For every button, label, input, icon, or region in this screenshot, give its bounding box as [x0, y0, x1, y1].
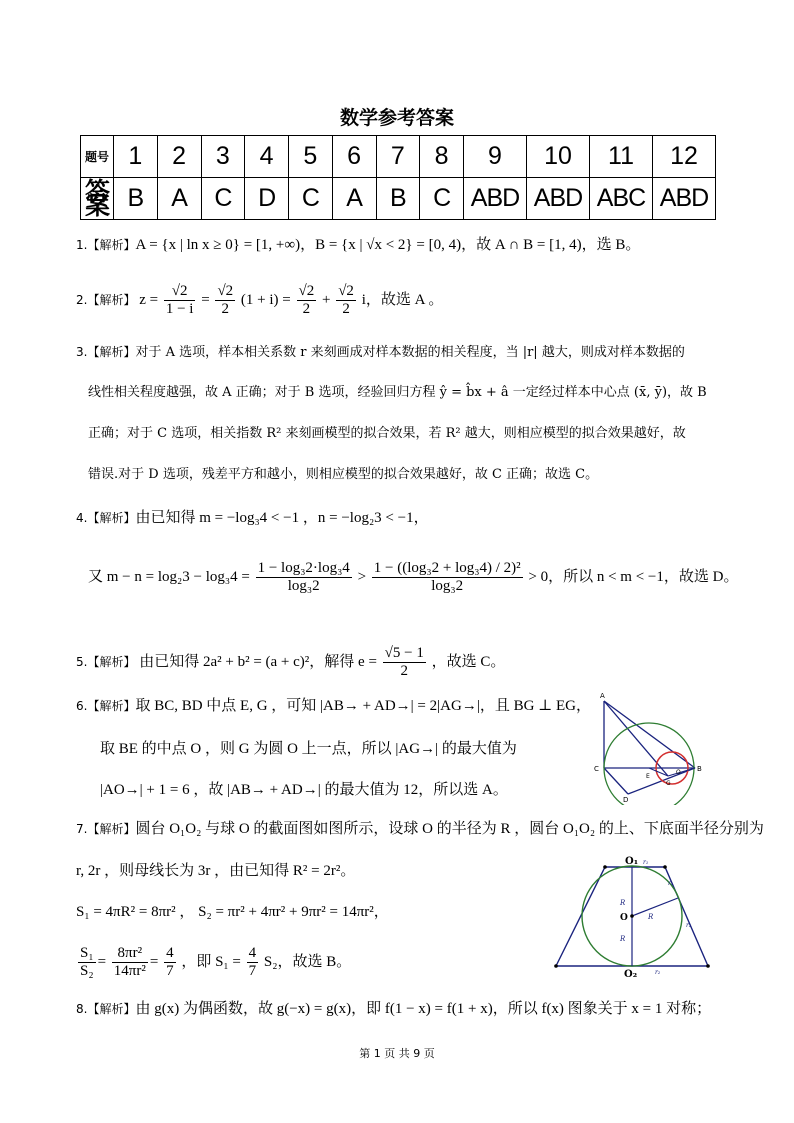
answer-cell: C: [201, 178, 245, 220]
answer-cell: D: [245, 178, 289, 220]
radius-label: r₁: [643, 859, 649, 866]
row-header-answer: 答案: [81, 178, 114, 220]
point-label: E: [646, 773, 650, 780]
radius-label: r₂: [655, 969, 661, 976]
number-cell: 9: [464, 136, 527, 178]
solution-text: A = {x | ln x ≥ 0} = [1, +∞)，B = {x | √x < 2} = [0, 4)，故 A ∩ B = [1, 4)，选 B。: [135, 237, 641, 253]
page-footer: 第 1 页 共 9 页: [359, 1047, 435, 1060]
solution-7-line: $\frac{\text{S₁}}{\text{S₂}}$ = $\frac{\text{8πr²}}{\text{14πr²}}$ = $\frac{4}{7}$ ，即 S₁ = $\frac{4}{7}$ S₂，故选 B。: [80, 945, 352, 979]
number-cell: 7: [376, 136, 420, 178]
solution-text: z =: [139, 291, 159, 308]
solution-3-line: 线性相关程度越强，故 A 正确；对于 B 选项，经验回归方程 ŷ = b̂x + â 一定经过样本中心点 (x̄, ȳ)，故 B: [88, 385, 707, 400]
number-cell: 3: [201, 136, 245, 178]
answer-cell: ABD: [653, 178, 716, 220]
answer-cell: ABC: [590, 178, 653, 220]
solution-4: [76, 509, 429, 528]
answer-table: [80, 135, 716, 220]
solution-6-line: 取 BE 的中点 O ，则 G 为圆 O 上一点，所以 |AG→| 的最大值为: [100, 741, 517, 757]
segment-cd: [604, 768, 628, 794]
fraction: $\frac{√2}{2}$: [217, 283, 234, 317]
point-label: G: [666, 780, 671, 787]
fraction: $\frac{\text{S₁}}{\text{S₂}}$: [80, 945, 94, 979]
row-header-number: 题号: [81, 136, 114, 178]
point-label: O: [676, 769, 681, 776]
radius-label: R: [620, 899, 626, 907]
figure-6-diagram: [590, 690, 710, 805]
number-cell: 5: [289, 136, 333, 178]
solution-1: [76, 236, 640, 255]
number-cell: 2: [157, 136, 201, 178]
answer-cell: ABD: [527, 178, 590, 220]
solution-text: 由已知得 m = −log₃4 < −1 ，n = −log₂3 < −1，: [135, 510, 429, 526]
solution-6: [76, 697, 591, 716]
solution-7: [76, 820, 764, 839]
answer-cell: C: [420, 178, 464, 220]
figure-7-diagram: [550, 852, 720, 980]
fraction: $\frac{4}{7}$: [248, 945, 257, 979]
solution-label: 6.【解析】: [76, 699, 136, 713]
answer-cell: A: [157, 178, 201, 220]
solution-5: 5.【解析】 由已知得 2a² + b² = (a + c)²，解得 e = $\frac{√5 - 1}{2}$ ，故选 C。: [76, 645, 506, 679]
answer-cell: B: [114, 178, 158, 220]
answer-cell: A: [332, 178, 376, 220]
number-cell: 11: [590, 136, 653, 178]
point-label: A: [600, 692, 605, 700]
radius-label: R: [648, 913, 654, 921]
number-cell: 6: [332, 136, 376, 178]
radius-r: [632, 898, 678, 916]
segment-ab: [604, 701, 695, 768]
answer-cell: B: [376, 178, 420, 220]
fraction: $\frac{4}{7}$: [166, 945, 174, 979]
solution-text: 取 BC, BD 中点 E, G ，可知 |AB→ + AD→| = 2|AG→|，且 BG ⊥ EG，: [135, 698, 592, 714]
answer-cell: ABD: [464, 178, 527, 220]
fraction: $\frac{√2}{2}$: [298, 283, 315, 317]
number-cell: 8: [420, 136, 464, 178]
number-cell: 12: [653, 136, 716, 178]
point-label: O₁: [625, 856, 639, 867]
solution-text: 圆台 O₁O₂ 与球 O 的截面图如图所示，设球 O 的半径为 R ，圆台 O₁O₂ 的上、下底面半径分别为: [135, 821, 764, 837]
fraction: $\frac{√2}{2}$: [338, 283, 354, 317]
solution-7-line: S₁ = 4πR² = 8πr² ， S₂ = πr² + 4πr² + 9πr² = 14πr²，: [76, 904, 389, 920]
solution-2: 2.【解析】 z = $\frac{√2}{1 - i}$ = $\frac{√2}{2}$ (1 + i) = $\frac{√2}{2}$ + $\frac{√2}{2}$ i，故选 A 。: [76, 283, 444, 317]
solution-8: [76, 1000, 711, 1019]
fraction: $\frac{√2}{1 - i}$: [165, 283, 194, 317]
page-title: 数学参考答案: [339, 107, 454, 129]
solution-label: 7.【解析】: [76, 822, 136, 836]
solution-label: 2.【解析】: [76, 292, 136, 307]
segment-gb: [668, 768, 695, 776]
fraction: $\frac{\text{1 − ((log₃2 + log₃4) / 2)²}}{\text{log₃2}}$: [373, 560, 521, 594]
vertex-dot: [663, 865, 667, 869]
circle-large: [604, 723, 694, 805]
point-label: O₂: [624, 969, 638, 980]
number-cell: 10: [527, 136, 590, 178]
solution-6-line: |AO→| + 1 = 6 ，故 |AB→ + AD→| 的最大值为 12，所以选 A。: [100, 782, 508, 798]
radius-label: r₂: [686, 922, 692, 929]
solution-3: [76, 343, 685, 362]
point-label: C: [594, 765, 599, 773]
number-row: [81, 136, 716, 178]
point-label: B: [697, 765, 702, 773]
solution-label: 1.【解析】: [76, 238, 136, 252]
solution-text: 由 g(x) 为偶函数，故 g(−x) = g(x)，即 f(1 − x) = f(1 + x)，所以 f(x) 图象关于 x = 1 对称；: [135, 1001, 712, 1017]
fraction: $\frac{\text{8πr²}}{\text{14πr²}}$: [113, 945, 146, 979]
answer-row: [81, 178, 716, 220]
vertex-dot: [706, 964, 710, 968]
fraction: $\frac{√5 - 1}{2}$: [384, 645, 424, 679]
solution-3-line: 错误.对于 D 选项，残差平方和越小，则相应模型的拟合效果越好，故 C 正确；故选 C。: [88, 467, 599, 482]
fraction: $\frac{\text{1 − log₃2·log₃4}}{\text{log₃2}}$: [257, 560, 350, 594]
point-label: O: [620, 913, 628, 923]
number-cell: 4: [245, 136, 289, 178]
vertex-dot: [554, 964, 558, 968]
number-cell: 1: [114, 136, 158, 178]
solution-4-line: 又 m − n = log₂3 − log₃4 = $\frac{\text{1 − log₃2·log₃4}}{\text{log₃2}}$ > $\frac{\text{1 − ((log₃2 + log₃4) / 2)²}}{\text{log₃2}}$ > 0，所以 n < m < −1，故选 D。: [88, 560, 739, 594]
solution-label: 8.【解析】: [76, 1002, 136, 1016]
solution-label: 3.【解析】: [76, 345, 136, 359]
solution-3-line: 正确；对于 C 选项，相关指数 R² 来刻画模型的拟合效果，若 R² 越大，则相应模型的拟合效果越好，故: [88, 426, 686, 441]
solution-label: 4.【解析】: [76, 511, 136, 525]
answer-cell: C: [289, 178, 333, 220]
radius-label: r₁: [668, 880, 674, 887]
solution-text: 对于 A 选项，样本相关系数 r 来刻画成对样本数据的相关程度，当 |r| 越大，则成对样本数据的: [135, 345, 685, 360]
point-label: D: [623, 796, 629, 804]
solution-7-line: r, 2r ，则母线长为 3r ，由已知得 R² = 2r²。: [76, 863, 356, 879]
center-dot: [630, 914, 634, 918]
segment-ag: [604, 701, 668, 776]
vertex-dot: [603, 865, 607, 869]
radius-label: R: [620, 935, 626, 943]
solution-label: 5.【解析】: [76, 654, 136, 669]
